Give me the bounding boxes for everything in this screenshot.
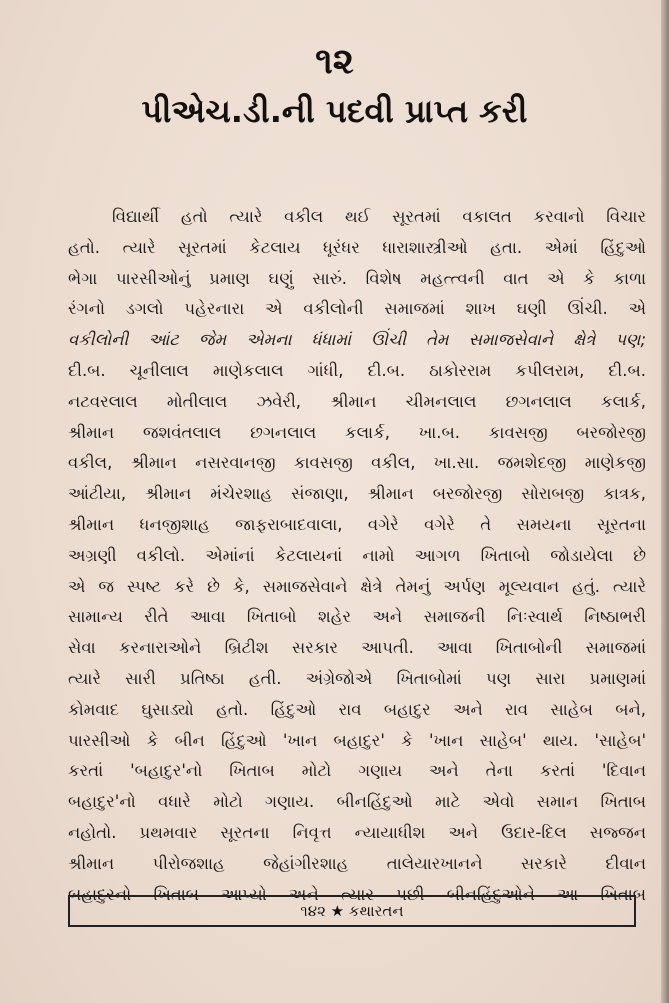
body-line: શ્રીમાન પીરોજશાહ જેહાંગીરશાહ તાલેયારખાનને સરકારે દીવાન	[68, 853, 646, 873]
star-icon: ★	[330, 902, 345, 920]
body-line: દી.બ. ચૂનીલાલ માણેકલાલ ગાંધી, દી.બ. ઠાકોરરામ કપીલરામ, દી.બ.	[68, 360, 646, 380]
body-line: વિદ્યાર્થી હતો ત્યારે વકીલ થઈ સૂરતમાં વકાલત કરવાનો વિચાર	[112, 207, 646, 226]
body-line: એ જ સ્પષ્ટ કરે છે કે, સમાજસેવાને ક્ષેત્રે તેમનું અર્પણ મૂલ્યવાન હતું. ત્યારે	[68, 576, 646, 596]
body-line: બહાદુરનો ખિતાબ આપ્યો અને ત્યાર પછી બીનહિંદુઓને આ ખિતાબ	[68, 884, 646, 904]
body-line: સેવા કરનારાઓને બ્રિટીશ સરકાર આપતી. આવા ખિતાબોની સમાજમાં	[68, 638, 646, 658]
body-line: સામાન્ય રીતે આવા ખિતાબો શહેર અને સમાજની નિઃસ્વાર્થ નિષ્ઠાભરી	[68, 607, 646, 627]
body-line: નટવરલાલ મોતીલાલ ઝવેરી, શ્રીમાન ચીમનલાલ છગનલાલ કલાર્ક,	[68, 391, 646, 411]
body-line: કોમવાદ ઘુસાડ્યો હતો. હિંદુઓ રાવ બહાદુર અને રાવ સાહેબ બને,	[68, 699, 646, 719]
page-footer	[68, 895, 636, 927]
body-text	[68, 202, 646, 910]
body-line: કરતાં 'બહાદુર'નો ખિતાબ મોટો ગણાય અને તેના કરતાં 'દિવાન	[68, 761, 646, 781]
body-line: ત્યારે સારી પ્રતિષ્ઠા હતી. અંગ્રેજોએ ખિતાબોમાં પણ સારા પ્રમાણમાં	[68, 668, 646, 688]
body-line: આંટીયા, શ્રીમાન મંચેરશાહ સંજાણા, શ્રીમાન બરજોરજી સોરાબજી કાત્રક,	[68, 484, 646, 504]
body-line: અગ્રણી વકીલો. એમાંનાં કેટલાયનાં નામો આગળ ખિતાબો જોડાયેલા છે	[68, 545, 646, 565]
chapter-number: ૧૨	[315, 40, 354, 82]
body-line: બહાદુર'નો વધારે મોટો ગણાય. બીનહિંદુઓ માટે એવો સમાન ખિતાબ	[68, 792, 646, 812]
body-line: નહોતો. પ્રથમવાર સૂરતના નિવૃત્ત ન્યાયાધીશ અને ઉદાર-દિલ સજ્જન	[68, 822, 646, 842]
book-title: કથારતન	[348, 902, 404, 920]
body-line: વકીલોની આંટ જેમ એમના ધંધામાં ઊંચી તેમ સમાજસેવાને ક્ષેત્રે પણ;	[68, 330, 646, 350]
body-line: રંગનો ડગલો પહેરનારા એ વકીલોની સમાજમાં શાખ ઘણી ઊંચી. એ	[68, 299, 646, 319]
body-line: પારસીઓ કે બીન હિંદુઓ 'ખાન બહાદુર' કે 'ખાન સાહેબ' થાય. 'સાહેબ'	[68, 730, 646, 750]
page-number: ૧૪૨	[300, 902, 326, 920]
body-line: શ્રીમાન જશવંતલાલ છગનલાલ કલાર્ક, ખા.બ. કાવસજી બરજોરજી	[68, 422, 646, 442]
body-line: શ્રીમાન ધનજીશાહ જાફરાબાદવાલા, વગેરે વગેરે તે સમયના સૂરતના	[68, 514, 646, 534]
body-line: હતો. ત્યારે સૂરતમાં કેટલાય ધૂરંધર ધારાશાસ્ત્રીઓ હતા. એમાં હિંદુઓ	[68, 237, 646, 257]
page-edge-shadow	[661, 0, 669, 1003]
body-line: વકીલ, શ્રીમાન નસરવાનજી કાવસજી વકીલ, ખા.સા. જમશેદજી માણેકજી	[68, 453, 646, 473]
chapter-title: પીએચ.ડી.ની પદવી પ્રાપ્ત કરી	[141, 92, 528, 130]
body-line: ભેગા પારસીઓનું પ્રમાણ ઘણું સારું. વિશેષ મહત્ત્વની વાત એ કે કાળા	[68, 268, 646, 288]
